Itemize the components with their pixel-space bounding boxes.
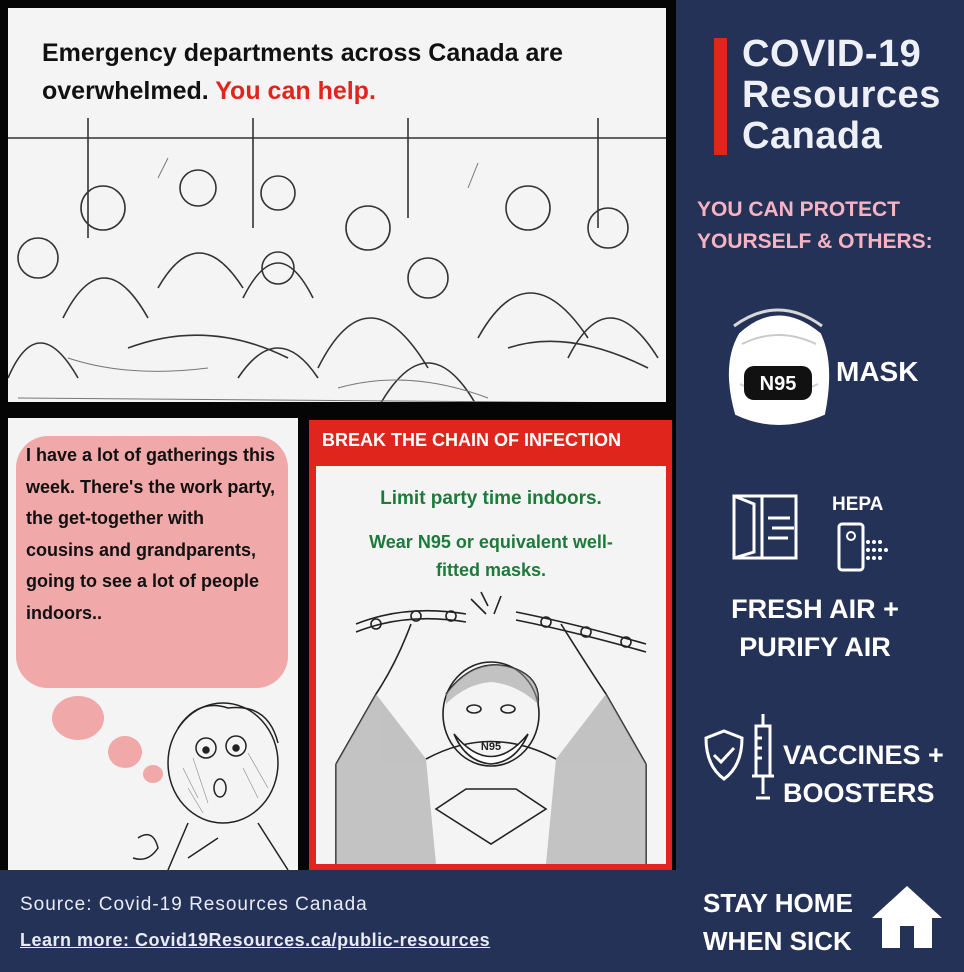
headline-main: Emergency departments across Canada are overwhelmed. [42,39,564,105]
er-panel [0,0,676,410]
mask-label: MASK [836,356,919,387]
chain-panel-inner [316,466,666,864]
er-panel-inner [8,8,666,402]
logo-line-2: Resources [742,74,941,116]
n95-mask-icon [722,304,834,434]
crowd-sketch-illustration [8,118,666,402]
thought-dot-large [52,696,104,740]
hepa-label: HEPA [832,494,884,515]
vaccines-label [783,736,944,812]
fresh-air-line-1: FRESH AIR + [731,594,899,624]
logo-line-1: COVID-19 [742,33,922,75]
thought-bubble-text: I have a lot of gatherings this week. There's the work party, the get-together with cousins and grandparents, going to see a lot of people indoors.. [26,445,276,623]
stay-home-line-2: WHEN SICK [703,926,852,956]
mask-badge-text: N95 [759,373,797,395]
vaccines-line-2: BOOSTERS [783,778,935,808]
source-credit: Source: Covid-19 Resources Canada [20,894,368,915]
thought-panel [0,410,306,870]
protect-heading-line-2: YOURSELF & OTHERS: [697,230,933,253]
tip-wear-mask: Wear N95 or equivalent well-fitted masks. [369,532,613,580]
headline-highlight: You can help. [215,77,376,105]
logo-line-3: Canada [742,115,883,157]
house-icon [868,882,946,950]
stay-home-label [703,884,853,960]
learn-more-link[interactable]: Learn more: Covid19Resources.ca/public-resources [20,930,491,950]
chain-breaker-illustration [316,584,666,864]
shield-check-icon [702,728,746,782]
fresh-air-line-2: PURIFY AIR [739,632,891,662]
headline [42,34,652,110]
open-window-icon [732,492,828,562]
protect-heading [697,194,933,258]
worried-person-illustration [128,688,298,870]
stay-home-line-1: STAY HOME [703,888,853,918]
air-purifier-icon [836,522,896,574]
protect-heading-line-1: YOU CAN PROTECT [697,198,901,221]
fresh-air-label [720,590,910,666]
logo [742,34,941,157]
syringe-icon [748,712,778,804]
thought-panel-inner [8,418,298,870]
tip-limit-party: Limit party time indoors. [380,488,602,509]
chain-panel-title: BREAK THE CHAIN OF INFECTION [322,430,621,450]
vaccines-line-1: VACCINES + [783,740,944,770]
logo-accent-bar [714,38,727,155]
mask-print: N95 [480,741,502,753]
